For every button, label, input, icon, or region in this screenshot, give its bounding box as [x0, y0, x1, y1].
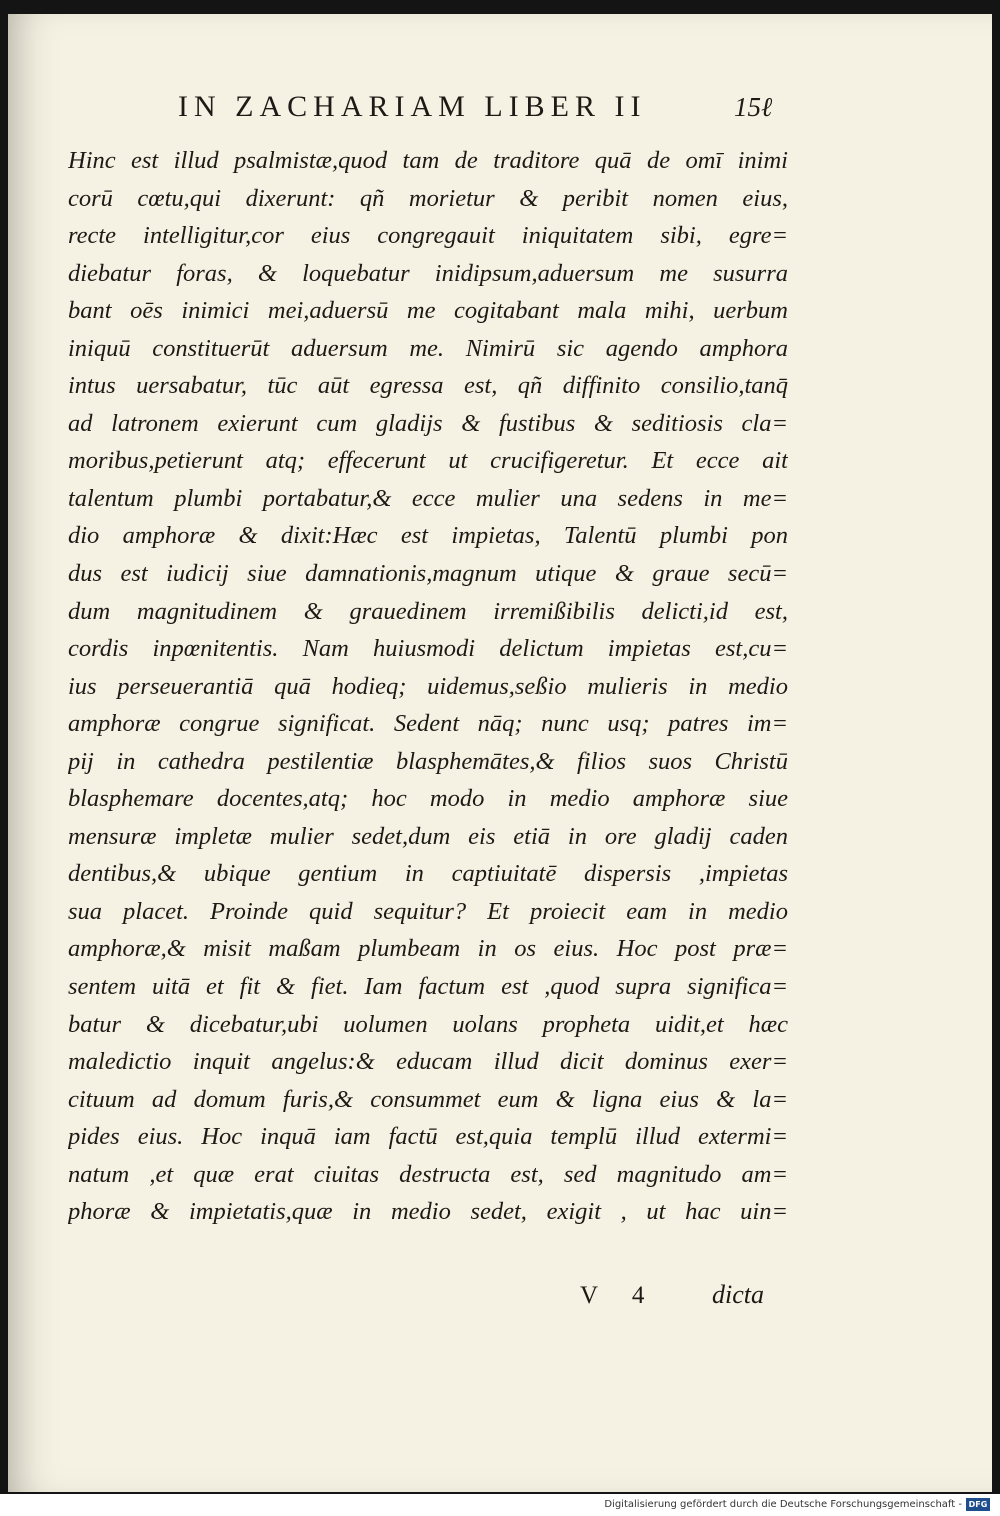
text-line: moribus,petierunt atq; effecerunt ut crucifigeretur. Et ecce ait: [68, 447, 788, 475]
text-line: recte intelligitur,cor eius congregauit iniquitatem sibi, egre=: [68, 222, 788, 250]
text-line: pij in cathedra pestilentiæ blasphemātes,& filios suos Christū: [68, 747, 788, 775]
text-line: amphoræ,& misit maßam plumbeam in os eius. Hoc post præ=: [68, 935, 788, 963]
text-line: sentem uitā et fit & fiet. Iam factum est ,quod supra significa=: [68, 973, 788, 1001]
text-line: amphoræ congrue significat. Sedent nāq; nunc usq; patres im=: [68, 710, 788, 738]
text-line: pides eius. Hoc inquā iam factū est,quia templū illud extermi=: [68, 1123, 788, 1151]
text-line: ad latronem exierunt cum gladijs & fustibus & seditiosis cla=: [68, 409, 788, 437]
text-line: dum magnitudinem & grauedinem irremißibilis delicti,id est,: [68, 597, 788, 625]
text-line: diebatur foras, & loquebatur inidipsum,aduersum me susurra: [68, 259, 788, 287]
book-page: [8, 14, 992, 1492]
catchword: dicta: [712, 1280, 764, 1309]
body-text: [68, 142, 788, 1231]
text-line: dio amphoræ & dixit:Hæc est impietas, Talentū plumbi pon: [68, 522, 788, 550]
text-line: bant oēs inimici mei,aduersū me cogitabant mala mihi, uerbum: [68, 297, 788, 325]
text-line: mensuræ impletæ mulier sedet,dum eis etiā in ore gladij caden: [68, 822, 788, 850]
text-line: cordis inpœnitentis. Nam huiusmodi delictum impietas est,cu=: [68, 635, 788, 663]
text-line: ius perseuerantiā quā hodieq; uidemus,seßio mulieris in medio: [68, 672, 788, 700]
digitization-credit: Digitalisierung gefördert durch die Deutsche Forschungsgemeinschaft -: [604, 1499, 962, 1510]
text-line: batur & dicebatur,ubi uolumen uolans propheta uidit,et hæc: [68, 1010, 788, 1038]
text-line: blasphemare docentes,atq; hoc modo in medio amphoræ siue: [68, 785, 788, 813]
text-line: cituum ad domum furis,& consummet eum & ligna eius & la=: [68, 1085, 788, 1113]
signature-mark: V 4: [580, 1282, 659, 1309]
text-line: iniquū constituerūt aduersum me. Nimirū sic agendo amphora: [68, 334, 788, 362]
text-line: dentibus,& ubique gentium in captiuitatē dispersis ,impietas: [68, 860, 788, 888]
running-title: IN ZACHARIAM LIBER II: [178, 90, 647, 123]
text-line: dus est iudicij siue damnationis,magnum utique & graue secū=: [68, 560, 788, 588]
text-line: sua placet. Proinde quid sequitur? Et proiecit eam in medio: [68, 897, 788, 925]
text-line: corū cœtu,qui dixerunt: qñ morietur & peribit nomen eius,: [68, 184, 788, 212]
text-line: natum ,et quæ erat ciuitas destructa est, sed magnitudo am=: [68, 1160, 788, 1188]
folio-number: 15ℓ: [734, 92, 773, 122]
text-line: Hinc est illud psalmistæ,quod tam de traditore quā de omī inimi: [68, 147, 788, 174]
text-line: phoræ & impietatis,quæ in medio sedet, exigit , ut hac uin=: [68, 1198, 788, 1226]
dfg-logo-icon: DFG: [966, 1498, 990, 1511]
text-line: maledictio inquit angelus:& educam illud dicit dominus exer=: [68, 1048, 788, 1076]
text-line: intus uersabatur, tūc aūt egressa est, qñ diffinito consilio,tanq̄: [68, 372, 788, 400]
text-line: talentum plumbi portabatur,& ecce mulier una sedens in me=: [68, 484, 788, 512]
